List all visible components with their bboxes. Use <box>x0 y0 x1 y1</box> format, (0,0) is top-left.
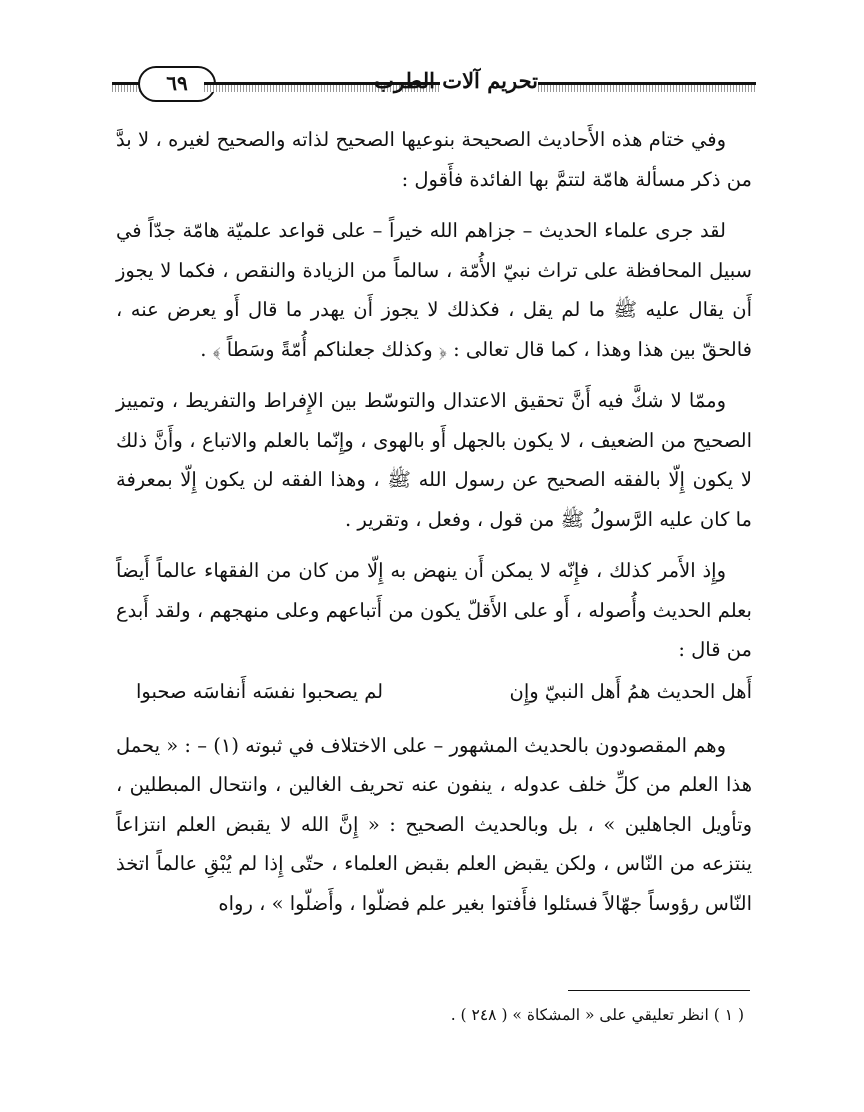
paragraph: وفي ختام هذه الأَحاديث الصحيحة بنوعيها الصحيح لذاته والصحيح لغيره ، لا بدَّ من ذكر مسألة هامّة لتتمَّ بها الفائدة فأَقول : <box>116 128 752 191</box>
page-header <box>112 62 756 106</box>
footnote: ( ١ ) انظر تعليقي على « المشكاة » ( ٢٤٨ ) . <box>450 1006 744 1024</box>
footnote-divider <box>568 990 750 991</box>
closing-paragraph: وهم المقصودون بالحديث المشهور – على الاختلاف في ثبوته (١) – : « يحمل هذا العلم من كلِّ خلف عدوله ، ينفون عنه تحريف الغالين ، وانتحال المبطلين ، وتأويل الجاهلين » ، بل وبالحديث الصحيح : « إِنَّ الله لا يقبض العلم انتزاعاً ينتزعه من النّاس ، ولكن يقبض العلم بقبض العلماء ، حتّى إِذا لم يُبْقِ عالماً اتخذ النّاس رؤوساً جهّالاً فسئلوا فأَفتوا بغير علم فضلّوا ، وأَضلّوا » ، رواه <box>116 733 752 915</box>
poem-second-hemistich: لم يصحبوا نفسَه أَنفاسَه صحبوا <box>136 679 384 703</box>
paragraph: لقد جرى علماء الحديث – جزاهم الله خيراً – على قواعد علميّة هامّة جدّاً في سبيل المحافظة على تراث نبيّ الأُمّة ، سالماً من الزيادة والنقص ، فكما لا يجوز أَن يقال عليه ﷺ ما لم يقل ، فكذلك لا يجوز أَن يهدر ما قال أَو يعرض عنه ، فالحقّ بين هذا وهذا ، كما قال تعالى : ﴿ وكذلك جعلناكم أُمّةً وسَطاً ﴾ . <box>116 219 752 361</box>
poem-verse <box>116 672 752 712</box>
paragraph: وممّا لا شكَّ فيه أَنَّ تحقيق الاعتدال والتوسّط بين الإِفراط والتفريط ، وتمييز الصحيح من الضعيف ، لا يكون بالجهل أَو بالهوى ، وإِنّما بالعلم والاتباع ، وأَنَّ ذلك لا يكون إِلّا بالفقه الصحيح عن رسول الله ﷺ ، وهذا الفقه لن يكون إِلّا بمعرفة ما كان عليه الرَّسولُ ﷺ من قول ، وفعل ، وتقرير . <box>116 389 752 531</box>
paragraph: وإِذ الأَمر كذلك ، فإِنّه لا يمكن أَن ينهض به إِلّا من كان من الفقهاء عالماً أَيضاً بعلم الحديث وأُصوله ، أَو على الأَقلّ يكون من أَتباعهم وعلى منهجهم ، ولقد أَبدع من قال : <box>116 559 752 661</box>
main-text <box>116 120 752 935</box>
poem-first-hemistich: أَهل الحديث همُ أَهل النبيّ وإِن <box>509 679 752 703</box>
book-title: تحريم آلات الطرب <box>374 68 538 93</box>
page-number: ٦٩ <box>138 66 216 102</box>
header-rule-right <box>538 82 756 92</box>
